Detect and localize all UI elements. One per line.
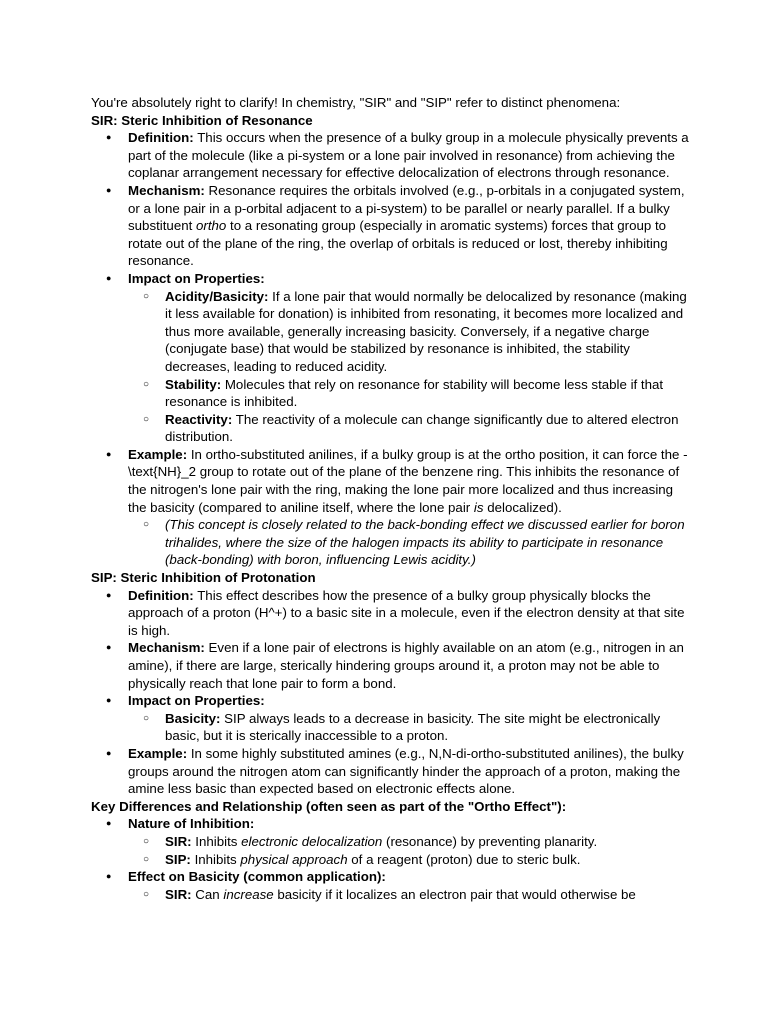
sir-list: [91, 129, 691, 569]
sip-heading: SIP: Steric Inhibition of Protonation: [91, 570, 316, 586]
sir-example-notes: [128, 516, 691, 569]
sir-mechanism: ● Mechanism: Resonance requires the orbitals involved (e.g., p-orbitals in a conjugated system, or a lone pair in a p-orbital adjacent to a pi-system) to be parallel or nearly parallel. If a bulky substituent ortho to a resonating group (especially in aromatic systems) forces that group to rotate out of the plane of the ring, the overlap of orbitals is reduced or lost, thereby inhibiting resonance.: [91, 182, 691, 270]
sir-definition: ● Definition: This occurs when the presence of a bulky group in a molecule physically prevents a part of the molecule (like a pi-system or a lone pair involved in resonance) from achieving the coplanar arrangement necessary for effective delocalization of electrons through resonance.: [91, 129, 691, 182]
keydiff-basicity: ● Effect on Basicity (common application): ○ SIR: Can increase basicity if it localizes an electron pair that would otherwise be: [91, 868, 691, 903]
sip-example: ● Example: In some highly substituted amines (e.g., N,N-di-ortho-substituted anilines), the bulky groups around the nitrogen atom can significantly hinder the approach of a proton, making the amine less basic than expected based on electronic effects alone.: [91, 745, 691, 798]
sir-example-note: ○ (This concept is closely related to the back-bonding effect we discussed earlier for boron trihalides, where the size of the halogen impacts its ability to participate in resonance (back-bonding) with boron, influencing Lewis acidity.): [128, 516, 691, 569]
document-body: [91, 94, 691, 903]
sip-mechanism: ● Mechanism: Even if a lone pair of electrons is highly available on an atom (e.g., nitrogen in an amine), if there are large, sterically hindering groups around it, a proton may not be able to physically reach that lone pair to form a bond.: [91, 639, 691, 692]
keydiff-nature-sip: ○ SIP: Inhibits physical approach of a reagent (proton) due to steric bulk.: [128, 851, 691, 869]
sir-impact-reactivity: ○ Reactivity: The reactivity of a molecule can change significantly due to altered electron distribution.: [128, 411, 691, 446]
keydiff-basicity-sir: ○ SIR: Can increase basicity if it localizes an electron pair that would otherwise be: [128, 886, 691, 904]
keydiff-basicity-list: [128, 886, 691, 904]
sip-definition: ● Definition: This effect describes how the presence of a bulky group physically blocks the approach of a proton (H^+) to a basic site in a molecule, even if the electron density at that site is high.: [91, 587, 691, 640]
sir-impact-stability: ○ Stability: Molecules that rely on resonance for stability will become less stable if that resonance is inhibited.: [128, 376, 691, 411]
intro-text: You're absolutely right to clarify! In chemistry, "SIR" and "SIP" refer to distinct phenomena:: [91, 95, 621, 110]
keydiff-list: [91, 815, 691, 903]
keydiff-nature-sir: ○ SIR: Inhibits electronic delocalization (resonance) by preventing planarity.: [128, 833, 691, 851]
sir-impact-acidity: ○ Acidity/Basicity: If a lone pair that would normally be delocalized by resonance (making it less available for donation) is inhibited from resonating, it becomes more localized and thus more available, generally increasing basicity. Conversely, if a negative charge (conjugate base) that would be stabilized by resonance is inhibited, the stability decreases, leading to reduced acidity.: [128, 288, 691, 376]
keydiff-nature: ● Nature of Inhibition: ○ SIR: Inhibits electronic delocalization (resonance) by preventing planarity. ○ SIP: Inhibits physical approach of a reagent (proton) due to steric bulk.: [91, 815, 691, 868]
sip-list: [91, 587, 691, 798]
keydiff-heading: Key Differences and Relationship (often seen as part of the "Ortho Effect"):: [91, 798, 567, 814]
sir-heading: SIR: Steric Inhibition of Resonance: [91, 112, 313, 128]
sir-example: ● Example: In ortho-substituted anilines, if a bulky group is at the ortho position, it can force the -\text{NH}_2 group to rotate out of the plane of the benzene ring. This inhibits the resonance of the nitrogen's lone pair with the ring, making the lone pair more localized and thus increasing the basicity (compared to aniline itself, where the lone pair is delocalized). ○ (This concept is closely related to the back-bonding effect we discussed earlier for boron trihalides, where the size of the halogen impacts its ability to participate in resonance (back-bonding) with boron, influencing Lewis acidity.): [91, 446, 691, 569]
sir-impact-list: [128, 288, 691, 446]
keydiff-nature-list: [128, 833, 691, 868]
sip-impact-list: [128, 710, 691, 745]
sip-impact-basicity: ○ Basicity: SIP always leads to a decrease in basicity. The site might be electronically basic, but it is sterically inaccessible to a proton.: [128, 710, 691, 745]
sir-impact: ● Impact on Properties: ○ Acidity/Basicity: If a lone pair that would normally be delocalized by resonance (making it less available for donation) is inhibited from resonating, it becomes more localized and thus more available, generally increasing basicity. Conversely, if a negative charge (conjugate base) that would be stabilized by resonance is inhibited, the stability decreases, leading to reduced acidity. ○ Stability: Molecules that rely on resonance for stability will become less stable if that resonance is inhibited. ○ Reactivity: The reactivity of a molecule can change significantly due to altered electron distribution.: [91, 270, 691, 446]
sip-impact: ● Impact on Properties: ○ Basicity: SIP always leads to a decrease in basicity. The site might be electronically basic, but it is sterically inaccessible to a proton.: [91, 692, 691, 745]
